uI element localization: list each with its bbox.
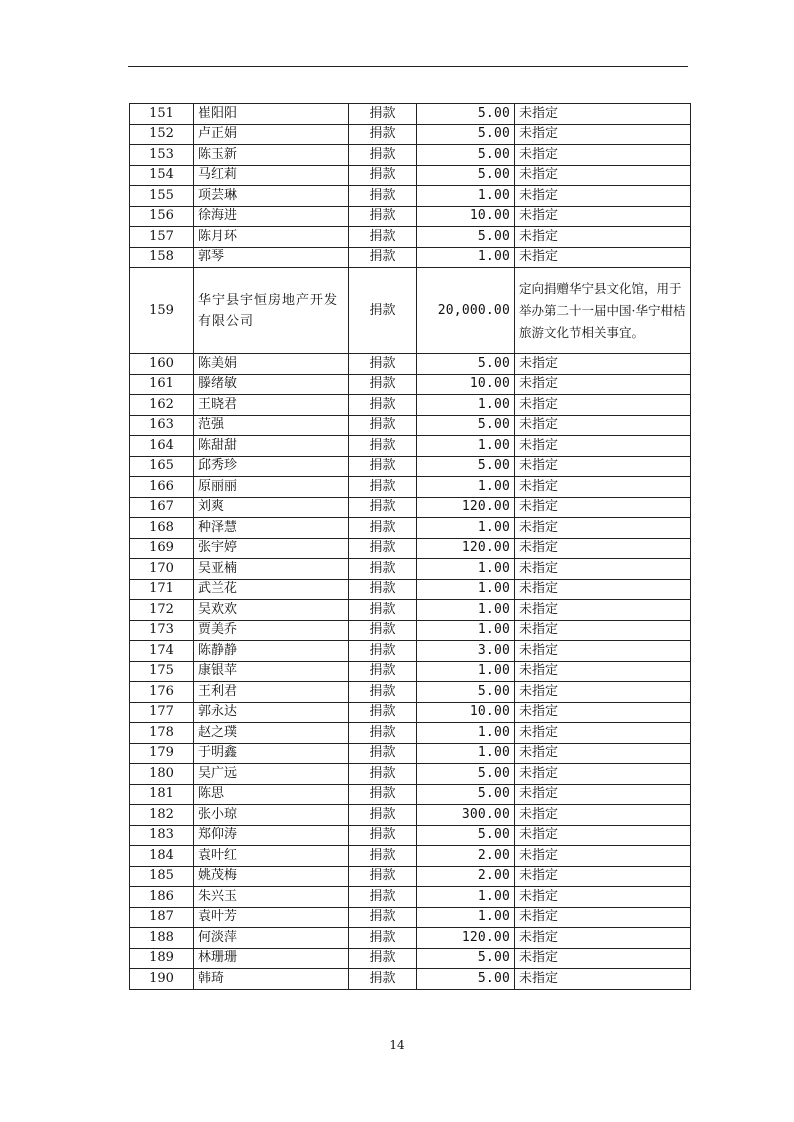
- donation-note: 未指定: [515, 600, 691, 621]
- donation-type: 捐款: [349, 702, 417, 723]
- donor-name: 吴欢欢: [194, 600, 349, 621]
- donation-amount: 1.00: [417, 186, 515, 207]
- row-number: 160: [130, 354, 194, 375]
- donation-note: 未指定: [515, 702, 691, 723]
- donor-name: 韩琦: [194, 969, 349, 990]
- row-number: 154: [130, 165, 194, 186]
- donation-amount: 5.00: [417, 227, 515, 248]
- row-number: 159: [130, 268, 194, 354]
- donation-note: 未指定: [515, 887, 691, 908]
- donation-amount: 120.00: [417, 497, 515, 518]
- donor-name: 徐海进: [194, 206, 349, 227]
- donation-amount: 1.00: [417, 907, 515, 928]
- donation-amount: 2.00: [417, 846, 515, 867]
- donor-name: 袁叶红: [194, 846, 349, 867]
- donation-note: 未指定: [515, 247, 691, 268]
- donation-type: 捐款: [349, 928, 417, 949]
- row-number: 175: [130, 661, 194, 682]
- table-row: [130, 415, 691, 436]
- table-row: [130, 600, 691, 621]
- table-row: [130, 374, 691, 395]
- table-row: [130, 227, 691, 248]
- donation-amount: 3.00: [417, 641, 515, 662]
- row-number: 176: [130, 682, 194, 703]
- donation-type: 捐款: [349, 145, 417, 166]
- donor-name: 吴广远: [194, 764, 349, 785]
- donation-type: 捐款: [349, 600, 417, 621]
- table-row: [130, 825, 691, 846]
- donation-type: 捐款: [349, 354, 417, 375]
- donor-name: 陈甜甜: [194, 436, 349, 457]
- donation-note: 未指定: [515, 538, 691, 559]
- row-number: 179: [130, 743, 194, 764]
- table-row: [130, 784, 691, 805]
- donation-amount: 1.00: [417, 661, 515, 682]
- donation-note: 未指定: [515, 846, 691, 867]
- table-row: [130, 928, 691, 949]
- donor-name: 于明鑫: [194, 743, 349, 764]
- donation-table: [129, 103, 691, 990]
- donation-amount: 120.00: [417, 538, 515, 559]
- donor-name: 林珊珊: [194, 948, 349, 969]
- donation-note: 未指定: [515, 354, 691, 375]
- row-number: 165: [130, 456, 194, 477]
- donor-name: 袁叶芳: [194, 907, 349, 928]
- donation-type: 捐款: [349, 268, 417, 354]
- donation-type: 捐款: [349, 579, 417, 600]
- donation-type: 捐款: [349, 165, 417, 186]
- donation-note: 未指定: [515, 145, 691, 166]
- donation-type: 捐款: [349, 227, 417, 248]
- row-number: 155: [130, 186, 194, 207]
- donation-note: 未指定: [515, 206, 691, 227]
- donation-note: 未指定: [515, 969, 691, 990]
- row-number: 178: [130, 723, 194, 744]
- donation-note: 未指定: [515, 620, 691, 641]
- donation-type: 捐款: [349, 477, 417, 498]
- donation-amount: 5.00: [417, 784, 515, 805]
- donor-name: 张宇婷: [194, 538, 349, 559]
- donation-note: 未指定: [515, 456, 691, 477]
- donation-type: 捐款: [349, 805, 417, 826]
- donation-note: 未指定: [515, 186, 691, 207]
- table-row: [130, 186, 691, 207]
- donor-name: 王利君: [194, 682, 349, 703]
- row-number: 167: [130, 497, 194, 518]
- table-row: [130, 456, 691, 477]
- donor-name: 马红莉: [194, 165, 349, 186]
- table-row: [130, 124, 691, 145]
- donation-type: 捐款: [349, 247, 417, 268]
- table-row: [130, 907, 691, 928]
- donation-amount: 5.00: [417, 104, 515, 125]
- donor-name: 陈月环: [194, 227, 349, 248]
- table-row: [130, 477, 691, 498]
- table-row: [130, 764, 691, 785]
- donor-name: 项芸琳: [194, 186, 349, 207]
- row-number: 182: [130, 805, 194, 826]
- table-row: [130, 723, 691, 744]
- row-number: 186: [130, 887, 194, 908]
- donation-note: 未指定: [515, 805, 691, 826]
- donation-amount: 2.00: [417, 866, 515, 887]
- donation-type: 捐款: [349, 206, 417, 227]
- row-number: 162: [130, 395, 194, 416]
- donation-type: 捐款: [349, 104, 417, 125]
- donation-type: 捐款: [349, 518, 417, 539]
- donation-note: 未指定: [515, 436, 691, 457]
- row-number: 185: [130, 866, 194, 887]
- donation-note: 未指定: [515, 723, 691, 744]
- row-number: 170: [130, 559, 194, 580]
- row-number: 166: [130, 477, 194, 498]
- row-number: 189: [130, 948, 194, 969]
- donation-note: 未指定: [515, 784, 691, 805]
- row-number: 188: [130, 928, 194, 949]
- donor-name: 陈美娟: [194, 354, 349, 375]
- donation-amount: 5.00: [417, 682, 515, 703]
- row-number: 171: [130, 579, 194, 600]
- donor-name: 陈玉新: [194, 145, 349, 166]
- donation-type: 捐款: [349, 374, 417, 395]
- donor-name: 陈思: [194, 784, 349, 805]
- donation-amount: 5.00: [417, 948, 515, 969]
- donation-amount: 1.00: [417, 620, 515, 641]
- table-row: [130, 206, 691, 227]
- table-row: [130, 354, 691, 375]
- donation-note: 未指定: [515, 165, 691, 186]
- donation-type: 捐款: [349, 395, 417, 416]
- row-number: 172: [130, 600, 194, 621]
- row-number: 181: [130, 784, 194, 805]
- donation-type: 捐款: [349, 887, 417, 908]
- table-row: [130, 518, 691, 539]
- row-number: 156: [130, 206, 194, 227]
- donation-note: 未指定: [515, 948, 691, 969]
- donation-amount: 120.00: [417, 928, 515, 949]
- donation-amount: 1.00: [417, 887, 515, 908]
- row-number: 158: [130, 247, 194, 268]
- donation-type: 捐款: [349, 538, 417, 559]
- donation-type: 捐款: [349, 641, 417, 662]
- donation-type: 捐款: [349, 415, 417, 436]
- donor-name: 何淡萍: [194, 928, 349, 949]
- donor-name: 崔阳阳: [194, 104, 349, 125]
- row-number: 153: [130, 145, 194, 166]
- page-number: 14: [389, 1038, 405, 1052]
- donation-type: 捐款: [349, 620, 417, 641]
- table-row: [130, 395, 691, 416]
- donor-name: 刘爽: [194, 497, 349, 518]
- donation-note: 未指定: [515, 374, 691, 395]
- donor-name: 赵之璞: [194, 723, 349, 744]
- donation-amount: 5.00: [417, 415, 515, 436]
- donation-amount: 1.00: [417, 559, 515, 580]
- donation-amount: 1.00: [417, 436, 515, 457]
- table-row: [130, 969, 691, 990]
- donation-amount: 10.00: [417, 702, 515, 723]
- donation-type: 捐款: [349, 661, 417, 682]
- donation-amount: 10.00: [417, 374, 515, 395]
- row-number: 164: [130, 436, 194, 457]
- table-row: [130, 661, 691, 682]
- row-number: 183: [130, 825, 194, 846]
- donation-amount: 5.00: [417, 456, 515, 477]
- donation-type: 捐款: [349, 969, 417, 990]
- donation-amount: 1.00: [417, 579, 515, 600]
- donation-amount: 1.00: [417, 247, 515, 268]
- donation-amount: 5.00: [417, 825, 515, 846]
- donor-name: 范强: [194, 415, 349, 436]
- donor-name: 原丽丽: [194, 477, 349, 498]
- table-row: [130, 165, 691, 186]
- donation-type: 捐款: [349, 497, 417, 518]
- donor-name: 康银苹: [194, 661, 349, 682]
- donor-name: 郑仰涛: [194, 825, 349, 846]
- donation-type: 捐款: [349, 124, 417, 145]
- table-row: [130, 268, 691, 354]
- table-row: [130, 743, 691, 764]
- donation-note: 未指定: [515, 497, 691, 518]
- table-row: [130, 436, 691, 457]
- donation-note: 未指定: [515, 907, 691, 928]
- donor-name: 种泽慧: [194, 518, 349, 539]
- donor-name: 姚茂梅: [194, 866, 349, 887]
- donation-note: 未指定: [515, 641, 691, 662]
- donation-note: 未指定: [515, 124, 691, 145]
- row-number: 163: [130, 415, 194, 436]
- row-number: 168: [130, 518, 194, 539]
- donation-type: 捐款: [349, 682, 417, 703]
- donor-name: 吴亚楠: [194, 559, 349, 580]
- donation-note: 未指定: [515, 743, 691, 764]
- donation-type: 捐款: [349, 186, 417, 207]
- donation-note: 未指定: [515, 559, 691, 580]
- table-row: [130, 805, 691, 826]
- table-row: [130, 559, 691, 580]
- donation-note: 未指定: [515, 682, 691, 703]
- table-row: [130, 497, 691, 518]
- donor-name: 张小琼: [194, 805, 349, 826]
- row-number: 184: [130, 846, 194, 867]
- donation-note: 未指定: [515, 415, 691, 436]
- header-rule: [128, 66, 688, 67]
- row-number: 187: [130, 907, 194, 928]
- donation-amount: 1.00: [417, 600, 515, 621]
- row-number: 173: [130, 620, 194, 641]
- donor-name: 朱兴玉: [194, 887, 349, 908]
- donation-amount: 5.00: [417, 969, 515, 990]
- donation-note: 未指定: [515, 764, 691, 785]
- donor-name: 贾美乔: [194, 620, 349, 641]
- donor-name: 邱秀珍: [194, 456, 349, 477]
- donation-amount: 300.00: [417, 805, 515, 826]
- table-row: [130, 641, 691, 662]
- row-number: 169: [130, 538, 194, 559]
- donation-note: 未指定: [515, 395, 691, 416]
- donor-name: 华宁县宇恒房地产开发有限公司: [194, 268, 349, 354]
- donation-note: 未指定: [515, 518, 691, 539]
- donation-note: 未指定: [515, 661, 691, 682]
- table-row: [130, 538, 691, 559]
- table-row: [130, 702, 691, 723]
- table-row: [130, 682, 691, 703]
- table-row: [130, 579, 691, 600]
- row-number: 180: [130, 764, 194, 785]
- donation-note: 未指定: [515, 104, 691, 125]
- donation-type: 捐款: [349, 866, 417, 887]
- row-number: 190: [130, 969, 194, 990]
- donor-name: 武兰花: [194, 579, 349, 600]
- donation-type: 捐款: [349, 948, 417, 969]
- table-row: [130, 948, 691, 969]
- row-number: 151: [130, 104, 194, 125]
- donor-name: 郭琴: [194, 247, 349, 268]
- row-number: 177: [130, 702, 194, 723]
- donation-note: 未指定: [515, 477, 691, 498]
- row-number: 157: [130, 227, 194, 248]
- donation-amount: 20,000.00: [417, 268, 515, 354]
- donation-amount: 1.00: [417, 395, 515, 416]
- table-row: [130, 887, 691, 908]
- donation-type: 捐款: [349, 436, 417, 457]
- table-row: [130, 247, 691, 268]
- donation-type: 捐款: [349, 907, 417, 928]
- donation-amount: 5.00: [417, 145, 515, 166]
- table-row: [130, 866, 691, 887]
- donation-type: 捐款: [349, 743, 417, 764]
- donation-note: 未指定: [515, 825, 691, 846]
- donation-note: 定向捐赠华宁县文化馆，用于举办第二十一届中国·华宁柑桔旅游文化节相关事宜。: [515, 268, 691, 354]
- donation-amount: 5.00: [417, 165, 515, 186]
- donor-name: 陈静静: [194, 641, 349, 662]
- table-row: [130, 620, 691, 641]
- donation-type: 捐款: [349, 456, 417, 477]
- donation-note: 未指定: [515, 928, 691, 949]
- donation-amount: 1.00: [417, 743, 515, 764]
- row-number: 152: [130, 124, 194, 145]
- donation-type: 捐款: [349, 559, 417, 580]
- row-number: 174: [130, 641, 194, 662]
- donor-name: 卢正娟: [194, 124, 349, 145]
- donation-table-body: [130, 104, 691, 990]
- donation-amount: 1.00: [417, 723, 515, 744]
- donation-note: 未指定: [515, 579, 691, 600]
- table-row: [130, 145, 691, 166]
- donation-amount: 5.00: [417, 124, 515, 145]
- donation-type: 捐款: [349, 825, 417, 846]
- donation-type: 捐款: [349, 723, 417, 744]
- donation-amount: 10.00: [417, 206, 515, 227]
- donation-amount: 1.00: [417, 518, 515, 539]
- row-number: 161: [130, 374, 194, 395]
- donation-amount: 5.00: [417, 354, 515, 375]
- donation-amount: 5.00: [417, 764, 515, 785]
- donor-name: 滕绪敏: [194, 374, 349, 395]
- table-row: [130, 846, 691, 867]
- table-row: [130, 104, 691, 125]
- donor-name: 王晓君: [194, 395, 349, 416]
- donation-note: 未指定: [515, 866, 691, 887]
- donor-name: 郭永达: [194, 702, 349, 723]
- donation-amount: 1.00: [417, 477, 515, 498]
- donation-type: 捐款: [349, 764, 417, 785]
- donation-type: 捐款: [349, 784, 417, 805]
- donation-note: 未指定: [515, 227, 691, 248]
- donation-type: 捐款: [349, 846, 417, 867]
